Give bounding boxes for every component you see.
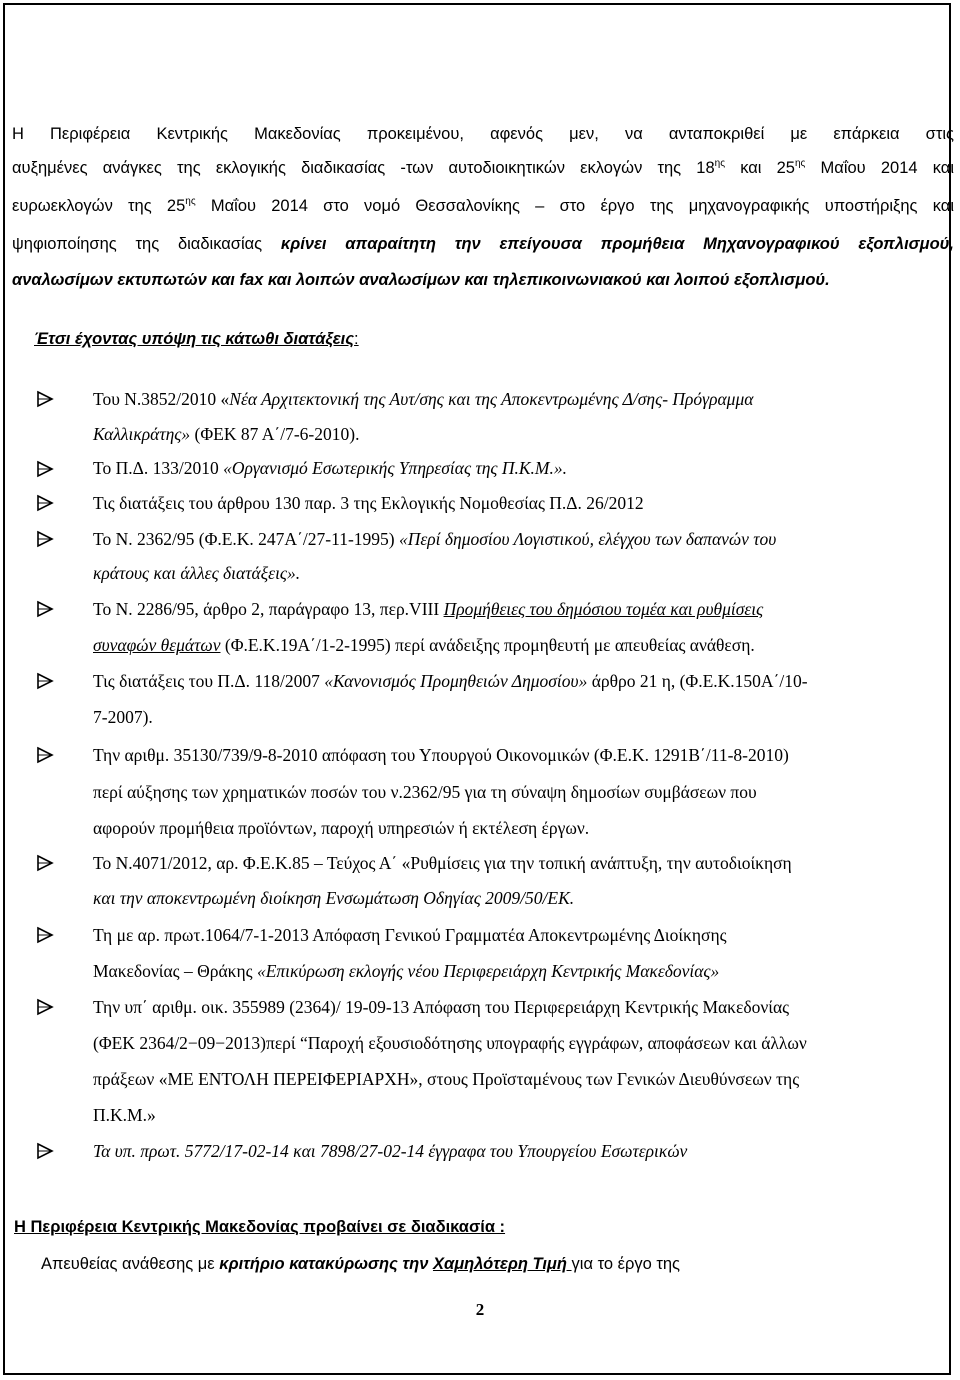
- arrow-bullet-icon: [36, 390, 58, 408]
- provision-1-line-1: Του Ν.3852/2010 «Νέα Αρχιτεκτονική της Αυτ/σης και της Αποκεντρωμένης Δ/σης- Πρόγραμμα: [93, 389, 754, 409]
- provision-11-line-1: Τα υπ. πρωτ. 5772/17-02-14 και 7898/27-02-14 έγγραφα του Υπουργείου Εσωτερικών: [93, 1141, 688, 1161]
- provision-6-line-2: 7-2007).: [93, 707, 153, 727]
- intro-line-4: ψηφιοποίησης της διαδικασίας κρίνει απαραίτητη την επείγουσα προμήθεια Μηχανογραφικού εξοπλισμού,: [12, 235, 954, 253]
- arrow-bullet-icon: [36, 854, 58, 872]
- arrow-bullet-icon: [36, 530, 58, 548]
- provision-10-line-2: (ΦΕΚ 2364/2−09−2013)περί “Παροχή εξουσιοδότησης υπογραφής εγγράφων, αποφάσεων και άλλων: [93, 1033, 807, 1053]
- provision-10-line-1: Την υπ΄ αριθμ. οικ. 355989 (2364)/ 19-09-13 Απόφαση του Περιφερειάρχη Κεντρικής Μακεδονίας: [93, 997, 790, 1017]
- provision-10-line-4: Π.Κ.Μ.»: [93, 1105, 156, 1125]
- provision-9-line-2: Μακεδονίας – Θράκης «Επικύρωση εκλογής νέου Περιφερειάρχη Κεντρικής Μακεδονίας»: [93, 961, 720, 981]
- provision-10-line-3: πράξεων «ΜΕ ΕΝΤΟΛΗ ΠΕΡΕΙΦΕΡΙΑΡΧΗ», στους Προϊσταμένους των Γενικών Διευθύνσεων της: [93, 1069, 800, 1089]
- provision-5-line-2: συναφών θεμάτων (Φ.Ε.Κ.19Α΄/1-2-1995) περί ανάδειξης προμηθευτή με απευθείας ανάθεση.: [93, 635, 755, 655]
- arrow-bullet-icon: [36, 600, 58, 618]
- arrow-bullet-icon: [36, 460, 58, 478]
- provision-3-line-1: Τις διατάξεις του άρθρου 130 παρ. 3 της Εκλογικής Νομοθεσίας Π.Δ. 26/2012: [93, 493, 644, 513]
- intro-line-1: Η Περιφέρεια Κεντρικής Μακεδονίας προκειμένου, αφενός μεν, να ανταποκριθεί με επάρκεια στις: [12, 125, 954, 143]
- provision-7-line-2: περί αύξησης των χρηματικών ποσών του ν.2362/95 για τη σύναψη δημοσίων συμβάσεων που: [93, 782, 757, 802]
- arrow-bullet-icon: [36, 998, 58, 1016]
- provision-4-line-1: Το Ν. 2362/95 (Φ.Ε.Κ. 247Α΄/27-11-1995) «Περί δημοσίου Λογιστικού, ελέγχου των δαπανών του: [93, 529, 777, 549]
- intro-line-5: αναλωσίμων εκτυπωτών και fax και λοιπών αναλωσίμων και τηλεπικοινωνιακού και λοιπού εξοπλισμού.: [12, 271, 830, 289]
- arrow-bullet-icon: [36, 926, 58, 944]
- provision-6-line-1: Τις διατάξεις του Π.Δ. 118/2007 «Κανονισμός Προμηθειών Δημοσίου» άρθρο 21 η, (Φ.Ε.Κ.150Α΄/10-: [93, 671, 808, 691]
- provision-8-line-2: και την αποκεντρωμένη διοίκηση Ενσωμάτωση Οδηγίας 2009/50/ΕΚ.: [93, 888, 575, 908]
- provision-7-line-1: Την αριθμ. 35130/739/9-8-2010 απόφαση του Υπουργού Οικονομικών (Φ.Ε.Κ. 1291Β΄/11-8-2010): [93, 745, 789, 765]
- intro-line-3: ευρωεκλογών της $25^{\eta\varsigma}$ Μαΐου 2014 στο νομό Θεσσαλονίκης – στο έργο της μηχανογραφικής υποστήριξης και: [12, 196, 954, 215]
- provision-2-line-1: Το Π.Δ. 133/2010 «Οργανισμό Εσωτερικής Υπηρεσίας της Π.Κ.Μ.».: [93, 458, 568, 478]
- page-number: 2: [475, 1300, 485, 1319]
- award-criterion-line: Απευθείας ανάθεσης με κριτήριο κατακύρωσης την Χαμηλότερη Τιμή για το έργο της: [41, 1255, 681, 1273]
- provision-1-line-2: Καλλικράτης» (ΦΕΚ 87 Α΄/7-6-2010).: [93, 424, 360, 444]
- arrow-bullet-icon: [36, 672, 58, 690]
- arrow-bullet-icon: [36, 1142, 58, 1160]
- provision-4-line-2: κράτους και άλλες διατάξεις».: [93, 563, 301, 583]
- provision-8-line-1: Το Ν.4071/2012, αρ. Φ.Ε.Κ.85 – Τεύχος Α΄ «Ρυθμίσεις για την τοπική ανάπτυξη, την αυτοδιοίκηση: [93, 853, 792, 873]
- provisions-heading: Έτσι έχοντας υπόψη τις κάτωθι διατάξεις:: [34, 330, 359, 348]
- provision-7-line-3: αφορούν προμήθεια προϊόντων, παροχή υπηρεσιών ή εκτέλεση έργων.: [93, 818, 590, 838]
- arrow-bullet-icon: [36, 746, 58, 764]
- intro-line-2: αυξημένες ανάγκες της εκλογικής διαδικασίας -των αυτοδιοικητικών εκλογών της $18^{\eta\varsigma}$ και $25^{\eta\varsigma}$ Μαΐου 2014 και: [12, 158, 954, 177]
- arrow-bullet-icon: [36, 494, 58, 512]
- provision-9-line-1: Τη με αρ. πρωτ.1064/7-1-2013 Απόφαση Γενικού Γραμματέα Αποκεντρωμένης Διοίκησης: [93, 925, 727, 945]
- provision-5-line-1: Το Ν. 2286/95, άρθρο 2, παράγραφο 13, περ.VIII Προμήθειες του δημόσιου τομέα και ρυθμίσεις: [93, 599, 764, 619]
- procedure-heading: Η Περιφέρεια Κεντρικής Μακεδονίας προβαίνει σε διαδικασία :: [14, 1218, 506, 1236]
